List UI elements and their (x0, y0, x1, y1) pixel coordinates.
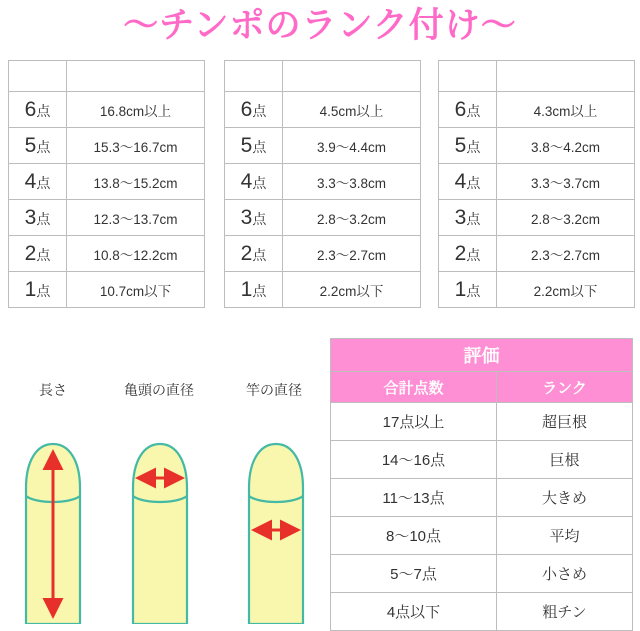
cell-value: 2.8〜3.2cm (283, 200, 421, 236)
cell-value: 2.3〜2.7cm (497, 236, 635, 272)
table-row (225, 200, 421, 236)
cell-points: 2点 (9, 236, 67, 272)
table-row (9, 272, 205, 308)
cell-points: 4点 (439, 164, 497, 200)
table-row (439, 200, 635, 236)
column-header-total-points: 合計点数 (331, 372, 497, 403)
cell-points: 6点 (225, 92, 283, 128)
table-row (9, 128, 205, 164)
table-header-row (439, 61, 635, 92)
table-row (439, 272, 635, 308)
cell-points: 1点 (9, 272, 67, 308)
cell-value: 2.3〜2.7cm (283, 236, 421, 272)
column-header-points: 点数 (439, 61, 497, 92)
cell-total: 5〜7点 (331, 555, 497, 593)
table-row (331, 441, 633, 479)
cell-total: 11〜13点 (331, 479, 497, 517)
table-row (9, 164, 205, 200)
cell-value: 3.8〜4.2cm (497, 128, 635, 164)
table-row (439, 164, 635, 200)
figure-glans (133, 444, 187, 624)
cell-points: 3点 (225, 200, 283, 236)
table-row (225, 164, 421, 200)
table-header-row (331, 372, 633, 403)
table-row (439, 92, 635, 128)
figure-label-length: 長さ (39, 382, 67, 398)
cell-points: 5点 (225, 128, 283, 164)
table-header-row (225, 61, 421, 92)
column-header-glans-diameter: 亀頭の直径 (283, 61, 421, 92)
cell-total: 8〜10点 (331, 517, 497, 555)
table-row (439, 236, 635, 272)
table-row (439, 128, 635, 164)
cell-points: 5点 (439, 128, 497, 164)
evaluation-table (330, 338, 633, 631)
cell-total: 4点以下 (331, 593, 497, 631)
cell-value: 2.2cm以下 (497, 272, 635, 308)
table-row (331, 555, 633, 593)
evaluation-title-row (331, 339, 633, 372)
cell-points: 1点 (225, 272, 283, 308)
cell-value: 2.2cm以下 (283, 272, 421, 308)
cell-points: 6点 (439, 92, 497, 128)
cell-value: 3.3〜3.7cm (497, 164, 635, 200)
table-row (9, 200, 205, 236)
cell-points: 2点 (225, 236, 283, 272)
table-row (331, 517, 633, 555)
cell-points: 6点 (9, 92, 67, 128)
column-header-points: 点数 (9, 61, 67, 92)
cell-total: 17点以上 (331, 403, 497, 441)
cell-rank: 超巨根 (497, 403, 633, 441)
evaluation-title: 評価 (331, 339, 633, 372)
page-title: 〜チンポのランク付け〜 (123, 6, 517, 45)
cell-points: 1点 (439, 272, 497, 308)
score-table-shaft-diameter (438, 60, 635, 308)
score-table-glans-diameter (224, 60, 421, 308)
table-row (225, 92, 421, 128)
column-header-points: 点数 (225, 61, 283, 92)
figure-shaft (249, 444, 303, 624)
cell-points: 3点 (439, 200, 497, 236)
measurement-diagram (0, 370, 330, 624)
cell-points: 2点 (439, 236, 497, 272)
cell-rank: 粗チン (497, 593, 633, 631)
cell-value: 3.3〜3.8cm (283, 164, 421, 200)
cell-points: 3点 (9, 200, 67, 236)
cell-value: 13.8〜15.2cm (67, 164, 205, 200)
table-row (331, 403, 633, 441)
cell-rank: 小さめ (497, 555, 633, 593)
column-header-shaft-diameter: 竿の直径 (497, 61, 635, 92)
cell-value: 4.5cm以上 (283, 92, 421, 128)
table-row (331, 593, 633, 631)
figure-label-glans: 亀頭の直径 (124, 382, 194, 398)
table-row (225, 236, 421, 272)
table-row (225, 272, 421, 308)
column-header-rank: ランク (497, 372, 633, 403)
cell-total: 14〜16点 (331, 441, 497, 479)
cell-value: 2.8〜3.2cm (497, 200, 635, 236)
cell-value: 12.3〜13.7cm (67, 200, 205, 236)
figure-length (26, 444, 80, 624)
cell-points: 4点 (9, 164, 67, 200)
cell-value: 16.8cm以上 (67, 92, 205, 128)
figure-label-shaft: 竿の直径 (246, 382, 302, 398)
cell-points: 5点 (9, 128, 67, 164)
cell-rank: 平均 (497, 517, 633, 555)
diagram-svg (0, 370, 330, 624)
cell-rank: 大きめ (497, 479, 633, 517)
table-row (331, 479, 633, 517)
cell-value: 10.8〜12.2cm (67, 236, 205, 272)
cell-value: 10.7cm以下 (67, 272, 205, 308)
cell-rank: 巨根 (497, 441, 633, 479)
table-row (225, 128, 421, 164)
score-table-length (8, 60, 205, 308)
table-row (9, 236, 205, 272)
cell-value: 3.9〜4.4cm (283, 128, 421, 164)
cell-points: 4点 (225, 164, 283, 200)
table-row (9, 92, 205, 128)
cell-value: 15.3〜16.7cm (67, 128, 205, 164)
column-header-length: 長さ (67, 61, 205, 92)
table-header-row (9, 61, 205, 92)
cell-value: 4.3cm以上 (497, 92, 635, 128)
